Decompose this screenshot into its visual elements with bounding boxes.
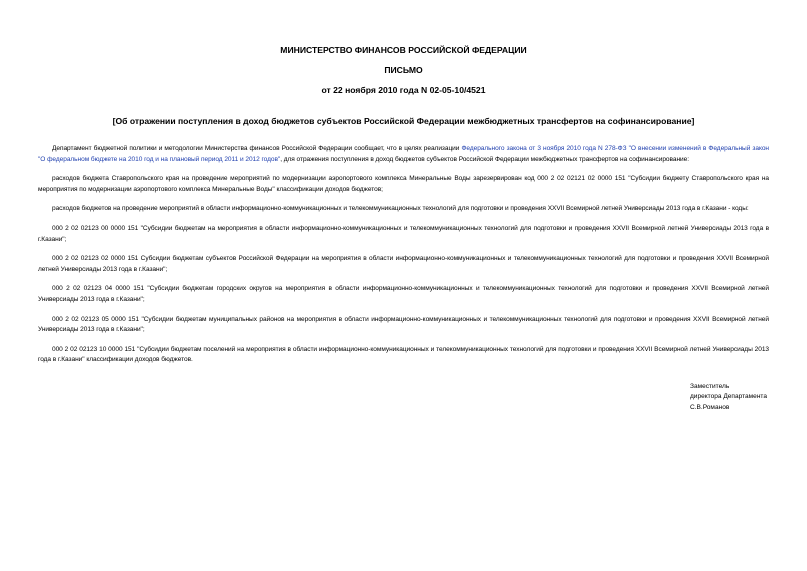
ministry-heading: МИНИСТЕРСТВО ФИНАНСОВ РОССИЙСКОЙ ФЕДЕРАЦИИ	[280, 45, 527, 55]
signature-department: директора Департамента	[689, 393, 767, 401]
document-page	[38, 0, 769, 413]
date-number: от 22 ноября 2010 года N 02-05-10/4521	[321, 85, 486, 95]
signature-position: Заместитель	[689, 382, 730, 390]
intro-text-b: , для отражения поступления в доход бюджетов субъектов Российской Федерации межбюджетных трансфертов на софинансирование:	[280, 155, 689, 163]
code-item: 000 2 02 02123 05 0000 151 "Субсидии бюджетам муниципальных районов на мероприятия в области информационно-коммуникационных и телекоммуникационных технологий для подготовки и проведения XXVII Всемирной летней Универсиады 2013 года в г.Казани";	[38, 315, 769, 334]
paragraph-universiade: расходов бюджетов на проведение мероприятий в области информационно-коммуникационных и телекоммуникационных технологий для подготовки и проведения XXVII Всемирной летней Универсиады 2013 года в г.Казани - коды:	[52, 205, 749, 213]
federal-law-link[interactable]: Федерального закона от 3 ноября 2010 года N 278-ФЗ "О внесении изменений в Федеральный закон "О федеральном бюджете на 2010 год и на плановый период 2011 и 2012 годов"	[38, 145, 769, 163]
document-subject: [Об отражении поступления в доход бюджетов субъектов Российской Федерации межбюджетных трансфертов на софинансирование]	[112, 116, 695, 126]
signature-name: С.В.Романов	[689, 403, 730, 411]
paragraph-stavropol: расходов бюджета Ставропольского края на проведение мероприятий по модернизации аэропортового комплекса Минеральные Воды зарезервирован код 000 2 02 02121 02 0000 151 "Субсидии бюджету Ставропольского края на мероприятия по модернизации аэропортового комплекса Минеральные Воды" классификации доходов бюджетов;	[38, 175, 769, 193]
intro-text-a: Департамент бюджетной политики и методологии Министерства финансов Российской Федерации сообщает, что в целях реализации	[52, 145, 462, 152]
paragraph-intro	[38, 144, 769, 165]
code-item: 000 2 02 02123 00 0000 151 "Субсидии бюджетам на мероприятия в области информационно-коммуникационных и телекоммуникационных технологий для подготовки и проведения XXVII Всемирной летней Универсиады 2013 года в г.Казани";	[38, 224, 769, 243]
code-item: 000 2 02 02123 02 0000 151 Субсидии бюджетам субъектов Российской Федерации на мероприятия в области информационно-коммуникационных и телекоммуникационных технологий для подготовки и проведения XXVII Всемирной летней Универсиады 2013 года в г.Казани";	[38, 255, 769, 273]
code-item: 000 2 02 02123 10 0000 151 "Субсидии бюджетам поселений на мероприятия в области информационно-коммуникационных и телекоммуникационных технологий для подготовки и проведения XXVII Всемирной летней Универсиады 2013 года в г.Казани" классификации доходов бюджетов.	[38, 345, 769, 364]
code-item: 000 2 02 02123 04 0000 151 "Субсидии бюджетам городских округов на мероприятия в области информационно-коммуникационных и телекоммуникационных технологий для подготовки и проведения XXVII Всемирной летней Универсиады 2013 года в г.Казани";	[38, 285, 769, 303]
document-type: ПИСЬМО	[384, 65, 423, 75]
signature-block	[38, 382, 767, 414]
